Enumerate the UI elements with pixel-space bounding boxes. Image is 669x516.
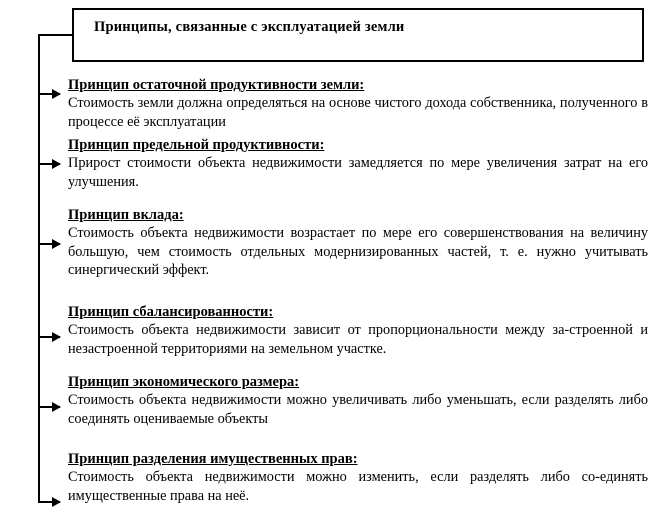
principle-heading-4: Принцип сбалансированности: (68, 304, 274, 320)
principle-heading-1: Принцип остаточной продуктивности земли: (68, 77, 365, 93)
principle-heading-2: Принцип предельной продуктивности: (68, 137, 325, 153)
arrow-head-icon (52, 89, 61, 99)
principle-item-6 (68, 450, 660, 505)
principle-heading-6: Принцип разделения имущественных прав: (68, 451, 358, 467)
arrow-head-icon (52, 239, 61, 249)
principle-item-3 (68, 206, 660, 280)
connector-branch-3 (39, 243, 60, 245)
principle-body-2: Прирост стоимости объекта недвижимости замедляется по мере увеличения затрат на его улучшения. (68, 155, 648, 190)
title-box (72, 8, 644, 62)
principle-item-1 (68, 76, 660, 131)
connector-branch-6 (39, 501, 60, 503)
diagram-title: Принципы, связанные с эксплуатацией земли (94, 19, 405, 35)
connector-branch-4 (39, 336, 60, 338)
connector-vertical-trunk (38, 35, 40, 503)
connector-branch-2 (39, 163, 60, 165)
principle-heading-5: Принцип экономического размера: (68, 374, 300, 390)
principle-body-4: Стоимость объекта недвижимости зависит от пропорциональности между за-строенной и незастроенной территориями на земельном участке. (68, 322, 648, 357)
arrow-head-icon (52, 332, 61, 342)
principle-item-5 (68, 373, 660, 428)
connector-branch-1 (39, 93, 60, 95)
principle-item-4 (68, 303, 660, 358)
arrow-head-icon (52, 159, 61, 169)
connector-top-horizontal (38, 34, 74, 36)
principle-body-6: Стоимость объекта недвижимости можно изменить, если разделять либо со-единять имущественные права на неё. (68, 469, 648, 504)
connector-branch-5 (39, 406, 60, 408)
principle-body-3: Стоимость объекта недвижимости возрастает по мере его совершенствования на величину большую, чем стоимость отдельных модернизированных частей, т. е. нужно учитывать синергический эффект. (68, 225, 648, 278)
principle-body-1: Стоимость земли должна определяться на основе чистого дохода собственника, полученного в процессе её эксплуатации (68, 95, 648, 130)
principle-item-2 (68, 136, 660, 191)
principle-body-5: Стоимость объекта недвижимости можно увеличивать либо уменьшать, если разделять либо соединять оцениваемые объекты (68, 392, 648, 427)
principle-heading-3: Принцип вклада: (68, 207, 184, 223)
arrow-head-icon (52, 402, 61, 412)
arrow-head-icon (52, 497, 61, 507)
